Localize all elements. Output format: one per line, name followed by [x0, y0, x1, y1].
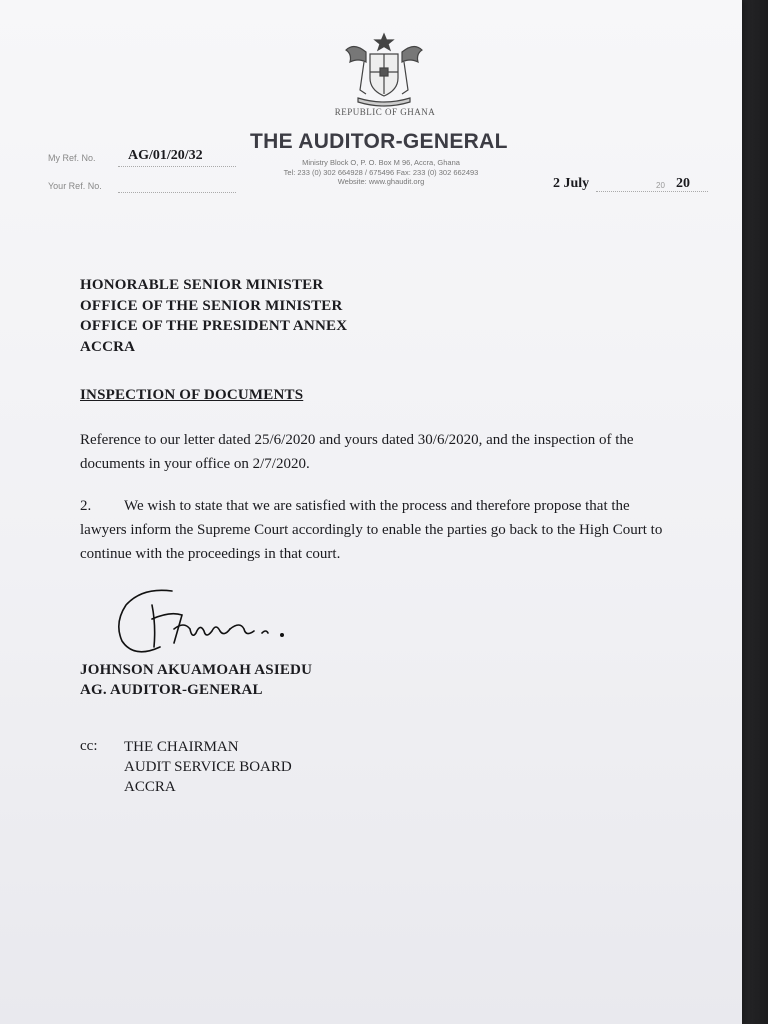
- body-paragraph-1: Reference to our letter dated 25/6/2020 and yours dated 30/6/2020, and the inspection of the documents in your office on 2/7/2020.: [80, 432, 634, 472]
- cc-label: cc:: [80, 738, 98, 754]
- date-year-suffix: 20: [676, 176, 690, 191]
- cc-line: THE CHAIRMAN: [124, 739, 239, 755]
- paragraph-number: 2.: [80, 498, 92, 514]
- ghana-coat-of-arms-icon: [336, 32, 432, 108]
- letter-subject: INSPECTION OF DOCUMENTS: [80, 387, 304, 403]
- organization-title: THE AUDITOR-GENERAL: [250, 130, 508, 153]
- signatory-title: AG. AUDITOR-GENERAL: [80, 682, 263, 698]
- my-ref-underline: [118, 166, 236, 167]
- my-ref-label: My Ref. No.: [48, 153, 96, 163]
- cc-line: AUDIT SERVICE BOARD: [124, 759, 292, 775]
- signatory-name: JOHNSON AKUAMOAH ASIEDU: [80, 662, 313, 678]
- cc-line: ACCRA: [124, 779, 176, 795]
- addressee-line: OFFICE OF THE PRESIDENT ANNEX: [80, 318, 348, 334]
- handwritten-signature: [112, 585, 302, 665]
- your-ref-label: Your Ref. No.: [48, 181, 102, 191]
- addressee-line: OFFICE OF THE SENIOR MINISTER: [80, 297, 343, 314]
- date-year-prefix: 20: [656, 181, 665, 190]
- date-day-month: 2 July: [553, 176, 590, 191]
- contact-phone-fax: Tel: 233 (0) 302 664928 / 675496 Fax: 233 (0) 302 662493: [283, 167, 479, 177]
- signatory-block: [80, 660, 312, 700]
- your-ref-underline: [118, 192, 236, 193]
- my-ref-value: AG/01/20/32: [128, 148, 203, 163]
- contact-block: [250, 158, 512, 187]
- contact-website: Website: www.ghaudit.org: [337, 177, 425, 186]
- paragraph-2-text: We wish to state that we are satisfied with the process and therefore propose that the lawyers inform the Supreme Court accordingly to enable the parties go back to the High Court to continue with the proceedings in that court.: [80, 498, 663, 562]
- addressee-block: [80, 275, 347, 357]
- body-paragraph-2: [80, 494, 680, 566]
- addressee-line: HONORABLE SENIOR MINISTER: [80, 277, 324, 293]
- date-underline: [596, 191, 708, 192]
- addressee-line: ACCRA: [80, 338, 136, 355]
- contact-address: Ministry Block O, P. O. Box M 96, Accra, Ghana: [302, 158, 460, 167]
- republic-label: REPUBLIC OF GHANA: [334, 107, 436, 117]
- cc-recipient-block: [124, 737, 292, 797]
